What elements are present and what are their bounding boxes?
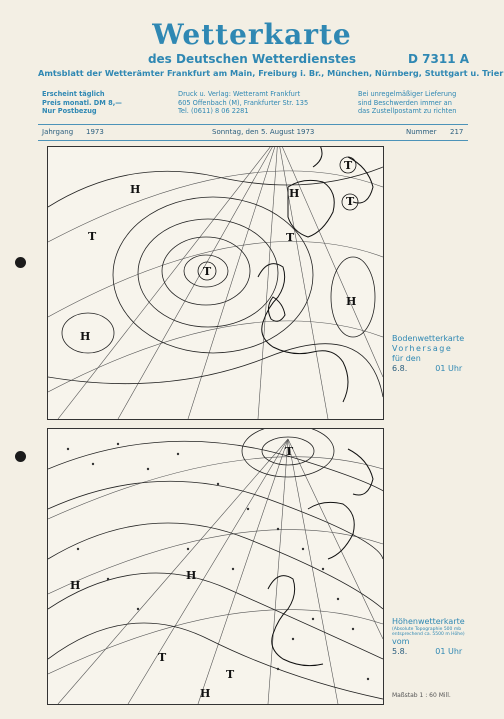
map-symbol: H [289,187,300,200]
surface-weather-map [47,146,384,420]
punch-hole [15,451,26,462]
map-symbol: T [346,195,355,208]
info-line: das Zustellpostamt zu richten [358,107,457,116]
publisher-info [178,90,308,116]
year-value: 1973 [86,128,104,136]
map-symbol: T [285,445,294,458]
height-note: entsprechend ca. 5500 m Höhe) [392,632,465,637]
official-gazette-line: Amtsblatt der Wetterämter Frankfurt am Main, Freiburg i. Br., München, Nürnberg, Stuttgart u. Trier [38,68,504,78]
map-symbol: T [88,230,97,243]
info-line: 605 Offenbach (M), Frankfurter Str. 135 [178,98,309,107]
delivery-info [358,90,457,116]
page-subtitle: des Deutschen Wetterdienstes [147,52,357,66]
surface-map-caption [392,334,464,374]
map-symbol: H [200,687,211,700]
topography-note: (Absolute Topographie 500 mb [392,627,462,632]
for-date-label: für den [392,354,421,363]
info-line: Tel. (0611) 8 06 2281 [178,107,249,116]
forecast-label: Vorhersage [392,344,453,353]
map-scale: Maßstab 1 : 60 Mill. [392,692,451,699]
analysis-time: 01 Uhr [435,647,463,656]
forecast-date: 6.8. [392,364,408,373]
info-line: Bei unregelmäßiger Lieferung [358,90,457,98]
info-line: Erscheint täglich [42,90,105,98]
document-code: D 7311 A [408,52,470,66]
page-title: Wetterkarte [152,18,352,51]
from-date-label: vom [392,637,410,646]
number-label: Nummer [406,128,437,136]
upper-air-map-caption [392,617,465,657]
info-line: Nur Postbezug [42,107,97,116]
info-line: sind Beschwerden immer an [358,98,452,107]
map-symbol: H [346,295,357,308]
info-line: Druck u. Verlag: Wetteramt Frankfurt [178,90,301,98]
map-symbol: T [226,668,235,681]
header-rule [38,124,468,125]
info-line: Preis monatl. DM 8,— [42,98,122,107]
map-symbol: T [203,265,212,278]
surface-map-drawing [48,147,383,419]
forecast-time: 01 Uhr [435,364,463,373]
upper-air-map-drawing [48,429,383,704]
punch-hole [15,257,26,268]
publication-info [42,90,122,116]
analysis-date: 5.8. [392,647,408,656]
map-symbol: T [158,651,167,664]
map-symbol: H [186,569,197,582]
map-symbol: H [80,330,91,343]
upper-air-map-title: Höhenwetterkarte [392,617,465,626]
map-symbol: H [130,183,141,196]
issue-date: Sonntag, den 5. August 1973 [212,128,315,136]
map-symbol: T [344,159,353,172]
number-value: 217 [450,128,464,136]
meta-rule [38,140,468,141]
map-symbol: T [286,231,295,244]
map-symbol: H [70,579,81,592]
year-label: Jahrgang [42,128,74,136]
surface-map-title: Bodenwetterkarte [392,334,465,343]
upper-air-weather-map [47,428,384,705]
